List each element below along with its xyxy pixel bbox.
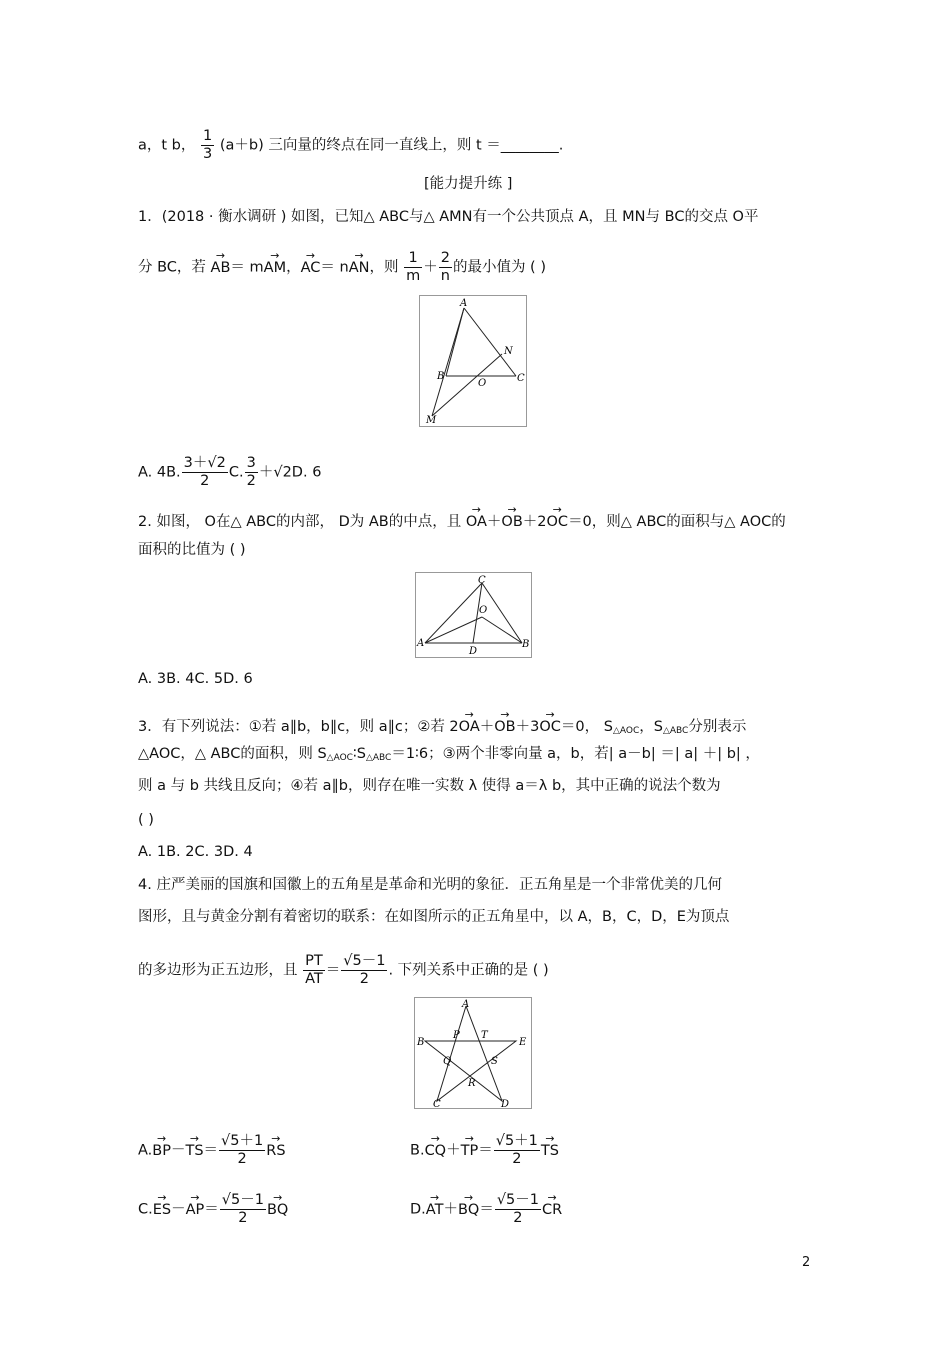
- q1-opt-b-num: 3＋√2: [183, 455, 226, 471]
- q1-label-a: A: [460, 298, 468, 309]
- q4-label-t: T: [481, 1030, 488, 1041]
- q2-line1: [138, 506, 786, 532]
- q1-eq1: ＝ m: [230, 259, 264, 276]
- q4-opt-c-pre: C.: [138, 1201, 153, 1218]
- q2-figure: [415, 572, 532, 658]
- q4-option-b: [410, 1133, 559, 1168]
- q1-frac1: [404, 250, 422, 285]
- q4-text-b: . 下列关系中正确的是 ( ): [388, 962, 549, 979]
- q4-opt-a-num: √5＋1: [221, 1133, 264, 1149]
- q2-label-o: O: [479, 605, 488, 616]
- q1-text-c: 的最小值为 ( ): [452, 259, 546, 276]
- q4-opt-b-num: √5＋1: [495, 1133, 538, 1149]
- q1-opt-c-num: 3: [246, 455, 256, 471]
- q4-label-e: E: [519, 1037, 527, 1048]
- intro-fraction: [201, 128, 214, 163]
- q4-opt-a-frac: [219, 1133, 265, 1168]
- q4-opt-c-v2: → AP: [186, 1194, 205, 1220]
- q4-opt-a-pre: A.: [138, 1142, 153, 1159]
- q4-opt-b-v2: → TP: [461, 1135, 479, 1161]
- q3-vector-oa: → OA: [459, 711, 480, 737]
- q4-opt-d-frac: [495, 1192, 541, 1227]
- q4-golden-den: 2: [359, 971, 369, 987]
- q4-opt-b-v3: → TS: [541, 1135, 559, 1161]
- q4-opt-a-op: －: [170, 1142, 186, 1159]
- q4-opt-b-v1: → CQ: [425, 1135, 447, 1161]
- q4-label-p: P: [453, 1030, 460, 1041]
- q3-text-b: ＝0， S: [560, 719, 613, 735]
- q4-opt-d-pre: D.: [410, 1201, 426, 1218]
- q4-option-a: [138, 1133, 286, 1168]
- q3-line2-a: △AOC，△ ABC的面积，则 S: [138, 746, 327, 762]
- q4-opt-d-op: ＋: [443, 1201, 458, 1218]
- intro-suffix: (a＋b) 三向量的终点在同一直线上，则 t ＝________.: [219, 137, 564, 154]
- q3-sub4: △ABC: [365, 753, 392, 763]
- q1-opt-b-den: 2: [200, 473, 210, 489]
- q4-option-d: [410, 1192, 562, 1227]
- q2-vector-oa: → OA: [466, 506, 487, 532]
- q4-opt-d-v1: → AT: [426, 1194, 444, 1220]
- q4-opt-a-v1: → BP: [152, 1135, 171, 1161]
- q2-vector-ob: → OB: [501, 506, 522, 532]
- q4-figure: [414, 997, 532, 1109]
- q4-label-d: D: [501, 1099, 510, 1108]
- q4-line1: 4. 庄严美丽的国旗和国徽上的五角星是革命和光明的象征．正五角星是一个非常优美的几何: [138, 877, 722, 893]
- q1-vector-am: → AM: [264, 252, 286, 278]
- q4-opt-c-num: √5－1: [221, 1192, 264, 1208]
- q4-label-r: R: [468, 1078, 476, 1089]
- q1-opt-c: C.: [228, 464, 244, 481]
- q2-text-b: ＝0，则△ ABC的面积与△ AOC的: [568, 514, 786, 530]
- q3-sub1: △AOC: [612, 726, 640, 736]
- intro-prefix: a，t b，: [138, 137, 196, 154]
- q1-frac1-num: 1: [404, 250, 422, 268]
- q2-plus1: ＋: [486, 514, 502, 530]
- q4-opt-c-op: －: [171, 1201, 186, 1218]
- q4-opt-a-v3: → RS: [266, 1135, 285, 1161]
- intro-frac-den: 3: [203, 146, 213, 162]
- q1-label-n: N: [504, 346, 513, 357]
- q4-frac-golden: [341, 953, 387, 988]
- q2-label-d: D: [469, 646, 478, 657]
- q3-text-a: 3．有下列说法：①若 a∥b，b∥c，则 a∥c；②若 2: [138, 719, 459, 735]
- q1-text-b: ，则: [369, 259, 404, 276]
- q1-line1: 1．(2018 · 衡水调研 ) 如图，已知△ ABC与△ AMN有一个公共顶点 A，且 MN与 BC的交点 O平: [138, 209, 759, 225]
- q3-line2-c: ＝1∶6；③两个非零向量 a，b，若| a－b| ＝| a| ＋| b| ，: [391, 746, 760, 762]
- q1-eq2: ＝ n: [320, 259, 349, 276]
- q1-vector-an: → AN: [349, 252, 370, 278]
- q1-opt-c-frac: [245, 455, 258, 490]
- q3-sub3: △AOC: [326, 753, 353, 763]
- intro-frac-num: 1: [203, 128, 213, 144]
- q4-opt-c-v1: → ES: [153, 1194, 171, 1220]
- q4-label-c: C: [433, 1099, 441, 1108]
- q4-opt-b-pre: B.: [410, 1142, 425, 1159]
- q2-plus2: ＋2: [522, 514, 547, 530]
- q4-frac-num: PT: [303, 953, 325, 971]
- q1-label-m: M: [426, 415, 437, 426]
- q1-opt-c-den: 2: [246, 473, 256, 489]
- q1-frac2-den: n: [440, 268, 450, 284]
- q1-vector-ab: → AB: [211, 252, 231, 278]
- q4-opt-d-v2: → BQ: [458, 1194, 479, 1220]
- q4-opt-a-eq: ＝: [203, 1142, 219, 1159]
- page-number: 2: [802, 1255, 811, 1270]
- q4-opt-b-frac: [494, 1133, 540, 1168]
- q3-line2-b: ∶S: [352, 746, 366, 762]
- q4-opt-d-v3: → CR: [542, 1194, 562, 1220]
- q1-plus: ＋: [423, 259, 438, 276]
- q2-figure-svg: [416, 573, 531, 657]
- q3-text-c: ，S: [639, 719, 663, 735]
- q3-plus1: ＋: [479, 719, 495, 735]
- q4-eq: ＝: [325, 962, 341, 979]
- q4-text-a: 的多边形为正五边形，且: [138, 962, 303, 979]
- q2-text-a: 2. 如图， O在△ ABC的内部， D为 AB的中点，且: [138, 514, 466, 530]
- q4-option-c: [138, 1192, 288, 1227]
- intro-line: [138, 128, 563, 163]
- q2-line2: 面积的比值为 ( ): [138, 542, 246, 558]
- q1-label-b: B: [437, 371, 445, 382]
- q4-frac-pt-at: [303, 953, 325, 988]
- q4-golden-num: √5－1: [343, 953, 386, 969]
- q1-opt-a: A. 4B.: [138, 464, 181, 481]
- q3-options: A. 1B. 2C. 3D. 4: [138, 844, 253, 860]
- q1-opt-b-frac: [182, 455, 228, 490]
- q4-label-a: A: [462, 999, 470, 1010]
- q1-options: [138, 455, 321, 490]
- q1-label-c: C: [517, 373, 525, 384]
- q4-opt-d-num: √5－1: [496, 1192, 540, 1208]
- q4-opt-c-v3: → BQ: [267, 1194, 288, 1220]
- q3-line2: [138, 744, 760, 768]
- q4-opt-b-op: ＋: [446, 1142, 461, 1159]
- q1-figure-svg: [420, 296, 526, 426]
- q1-figure: [419, 295, 527, 427]
- q4-label-b: B: [417, 1037, 425, 1048]
- q2-label-a: A: [417, 638, 425, 649]
- q2-vector-oc: → OC: [547, 506, 569, 532]
- q3-line1: [138, 711, 746, 741]
- q3-sub2: △ABC: [662, 726, 689, 736]
- q4-opt-d-eq: ＝: [479, 1201, 494, 1218]
- q4-opt-c-den: 2: [238, 1210, 248, 1226]
- q3-text-d: 分别表示: [688, 719, 747, 735]
- section-title: [能力提升练 ]: [424, 176, 513, 192]
- q2-options: A. 3B. 4C. 5D. 6: [138, 671, 253, 687]
- q4-line3: [138, 953, 549, 988]
- q4-figure-svg: [415, 998, 531, 1108]
- q4-opt-c-frac: [220, 1192, 266, 1227]
- q1-label-o: O: [478, 378, 487, 389]
- q4-frac-den: AT: [305, 971, 323, 987]
- q4-opt-b-den: 2: [512, 1151, 522, 1167]
- q4-opt-c-eq: ＝: [204, 1201, 219, 1218]
- q1-vector-ac: → AC: [301, 252, 321, 278]
- q4-line2: 图形，且与黄金分割有着密切的联系：在如图所示的正五角星中，以 A，B，C，D，E为顶点: [138, 909, 730, 925]
- q3-vector-oc: → OC: [539, 711, 561, 737]
- q2-label-c: C: [478, 575, 486, 586]
- q4-opt-b-eq: ＝: [478, 1142, 493, 1159]
- q1-line2: [138, 250, 546, 285]
- q1-frac1-den: m: [406, 268, 421, 284]
- q4-label-q: Q: [443, 1056, 452, 1067]
- q4-opt-a-den: 2: [237, 1151, 247, 1167]
- q1-text-a: 分 BC，若: [138, 259, 211, 276]
- q1-opt-c-tail: ＋√2D. 6: [258, 464, 322, 481]
- q1-frac2-num: 2: [440, 250, 450, 266]
- q3-vector-ob: → OB: [494, 711, 515, 737]
- q3-line4: ( ): [138, 812, 154, 828]
- q1-frac2: [439, 250, 452, 285]
- q3-plus2: ＋3: [515, 719, 540, 735]
- q3-line3: 则 a 与 b 共线且反向；④若 a∥b，则存在唯一实数 λ 使得 a＝λ b，其中正确的说法个数为: [138, 778, 721, 794]
- q1-sep: ，: [286, 259, 301, 276]
- q4-label-s: S: [491, 1056, 498, 1067]
- q4-opt-a-v2: → TS: [185, 1135, 203, 1161]
- q4-opt-d-den: 2: [513, 1210, 523, 1226]
- q2-label-b: B: [522, 639, 530, 650]
